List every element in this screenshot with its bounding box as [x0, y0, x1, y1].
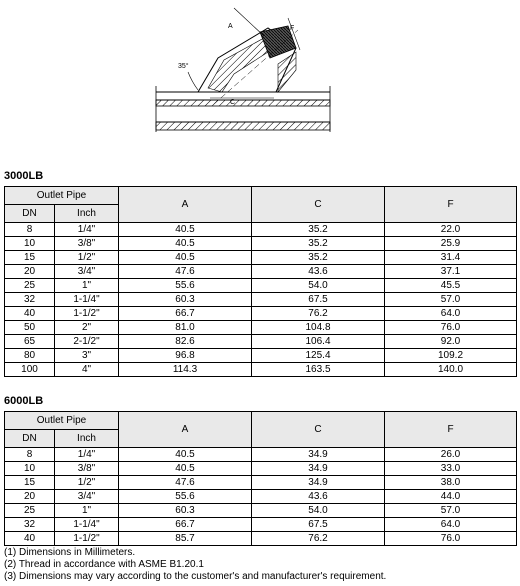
f-cell: 37.1	[385, 265, 517, 279]
note-2: (2) Thread in accordance with ASME B1.20.1	[4, 559, 204, 570]
inch-cell: 1"	[55, 504, 119, 518]
dim-a-label: A	[228, 23, 233, 30]
a-cell: 66.7	[119, 307, 252, 321]
f-cell: 26.0	[385, 448, 517, 462]
c-cell: 76.2	[252, 307, 385, 321]
c-cell: 106.4	[252, 335, 385, 349]
dn-cell: 40	[5, 532, 55, 546]
c-cell: 43.6	[252, 490, 385, 504]
header-f: F	[385, 412, 517, 448]
dn-cell: 20	[5, 490, 55, 504]
header-dn: DN	[5, 205, 55, 223]
a-cell: 82.6	[119, 335, 252, 349]
dn-cell: 15	[5, 251, 55, 265]
table-row	[5, 265, 517, 279]
table-row	[5, 237, 517, 251]
header-c: C	[252, 187, 385, 223]
a-cell: 55.6	[119, 279, 252, 293]
table-row	[5, 476, 517, 490]
table-row	[5, 293, 517, 307]
table-row	[5, 532, 517, 546]
c-cell: 104.8	[252, 321, 385, 335]
inch-cell: 1/4"	[55, 448, 119, 462]
f-cell: 57.0	[385, 504, 517, 518]
inch-cell: 1/2"	[55, 476, 119, 490]
table-row	[5, 448, 517, 462]
header-c: C	[252, 412, 385, 448]
c-cell: 34.9	[252, 476, 385, 490]
c-cell: 35.2	[252, 237, 385, 251]
dn-cell: 50	[5, 321, 55, 335]
dn-cell: 15	[5, 476, 55, 490]
dn-cell: 25	[5, 504, 55, 518]
inch-cell: 1"	[55, 279, 119, 293]
dim-f-label: F	[290, 25, 295, 32]
c-cell: 54.0	[252, 504, 385, 518]
a-cell: 47.6	[119, 476, 252, 490]
c-cell: 163.5	[252, 363, 385, 377]
f-cell: 33.0	[385, 462, 517, 476]
table-row	[5, 462, 517, 476]
note-3: (3) Dimensions may vary according to the customer's and manufacturer's requirement.	[4, 571, 387, 582]
table-6000lb	[4, 411, 517, 546]
inch-cell: 1/4"	[55, 223, 119, 237]
dn-cell: 8	[5, 448, 55, 462]
header-outlet-pipe: Outlet Pipe	[5, 187, 119, 205]
inch-cell: 1-1/2"	[55, 532, 119, 546]
a-cell: 81.0	[119, 321, 252, 335]
dn-cell: 10	[5, 237, 55, 251]
header-inch: Inch	[55, 205, 119, 223]
inch-cell: 2-1/2"	[55, 335, 119, 349]
header-a: A	[119, 187, 252, 223]
section-3000-title: 3000LB	[4, 170, 44, 182]
inch-cell: 1-1/2"	[55, 307, 119, 321]
dn-cell: 10	[5, 462, 55, 476]
dn-cell: 25	[5, 279, 55, 293]
f-cell: 38.0	[385, 476, 517, 490]
inch-cell: 3/8"	[55, 462, 119, 476]
table-row	[5, 335, 517, 349]
f-cell: 92.0	[385, 335, 517, 349]
dn-cell: 32	[5, 293, 55, 307]
c-cell: 125.4	[252, 349, 385, 363]
dn-cell: 65	[5, 335, 55, 349]
a-cell: 114.3	[119, 363, 252, 377]
header-dn: DN	[5, 430, 55, 448]
a-cell: 55.6	[119, 490, 252, 504]
a-cell: 47.6	[119, 265, 252, 279]
header-outlet-pipe: Outlet Pipe	[5, 412, 119, 430]
c-cell: 43.6	[252, 265, 385, 279]
c-cell: 35.2	[252, 223, 385, 237]
table-body	[5, 448, 517, 546]
angle-label: 35°	[178, 63, 189, 70]
inch-cell: 4"	[55, 363, 119, 377]
dn-cell: 20	[5, 265, 55, 279]
dn-cell: 40	[5, 307, 55, 321]
table-row	[5, 251, 517, 265]
fitting-drawing	[148, 0, 338, 160]
inch-cell: 3"	[55, 349, 119, 363]
a-cell: 85.7	[119, 532, 252, 546]
f-cell: 44.0	[385, 490, 517, 504]
table-row	[5, 223, 517, 237]
section-6000-title: 6000LB	[4, 395, 44, 407]
c-cell: 67.5	[252, 293, 385, 307]
header-a: A	[119, 412, 252, 448]
f-cell: 109.2	[385, 349, 517, 363]
f-cell: 25.9	[385, 237, 517, 251]
c-cell: 35.2	[252, 251, 385, 265]
inch-cell: 3/8"	[55, 237, 119, 251]
c-cell: 76.2	[252, 532, 385, 546]
table-row	[5, 490, 517, 504]
dn-cell: 100	[5, 363, 55, 377]
a-cell: 66.7	[119, 518, 252, 532]
note-1: (1) Dimensions in Millimeters.	[4, 547, 136, 558]
dn-cell: 80	[5, 349, 55, 363]
a-cell: 40.5	[119, 448, 252, 462]
c-cell: 54.0	[252, 279, 385, 293]
notes	[4, 547, 386, 583]
f-cell: 31.4	[385, 251, 517, 265]
table-row	[5, 504, 517, 518]
table-3000lb	[4, 186, 517, 377]
f-cell: 45.5	[385, 279, 517, 293]
table-row	[5, 518, 517, 532]
inch-cell: 3/4"	[55, 265, 119, 279]
f-cell: 140.0	[385, 363, 517, 377]
a-cell: 96.8	[119, 349, 252, 363]
table-body	[5, 223, 517, 377]
a-cell: 40.5	[119, 251, 252, 265]
inch-cell: 1/2"	[55, 251, 119, 265]
header-inch: Inch	[55, 430, 119, 448]
table-row	[5, 321, 517, 335]
f-cell: 64.0	[385, 307, 517, 321]
f-cell: 64.0	[385, 518, 517, 532]
dn-cell: 32	[5, 518, 55, 532]
dim-c-label: C	[230, 99, 236, 106]
f-cell: 76.0	[385, 532, 517, 546]
inch-cell: 3/4"	[55, 490, 119, 504]
a-cell: 40.5	[119, 223, 252, 237]
inch-cell: 1-1/4"	[55, 293, 119, 307]
table-row	[5, 349, 517, 363]
a-cell: 60.3	[119, 504, 252, 518]
f-cell: 57.0	[385, 293, 517, 307]
a-cell: 40.5	[119, 462, 252, 476]
a-cell: 60.3	[119, 293, 252, 307]
f-cell: 76.0	[385, 321, 517, 335]
a-cell: 40.5	[119, 237, 252, 251]
table-row	[5, 363, 517, 377]
inch-cell: 2"	[55, 321, 119, 335]
header-f: F	[385, 187, 517, 223]
dn-cell: 8	[5, 223, 55, 237]
c-cell: 34.9	[252, 462, 385, 476]
table-row	[5, 279, 517, 293]
table-row	[5, 307, 517, 321]
c-cell: 34.9	[252, 448, 385, 462]
inch-cell: 1-1/4"	[55, 518, 119, 532]
c-cell: 67.5	[252, 518, 385, 532]
f-cell: 22.0	[385, 223, 517, 237]
